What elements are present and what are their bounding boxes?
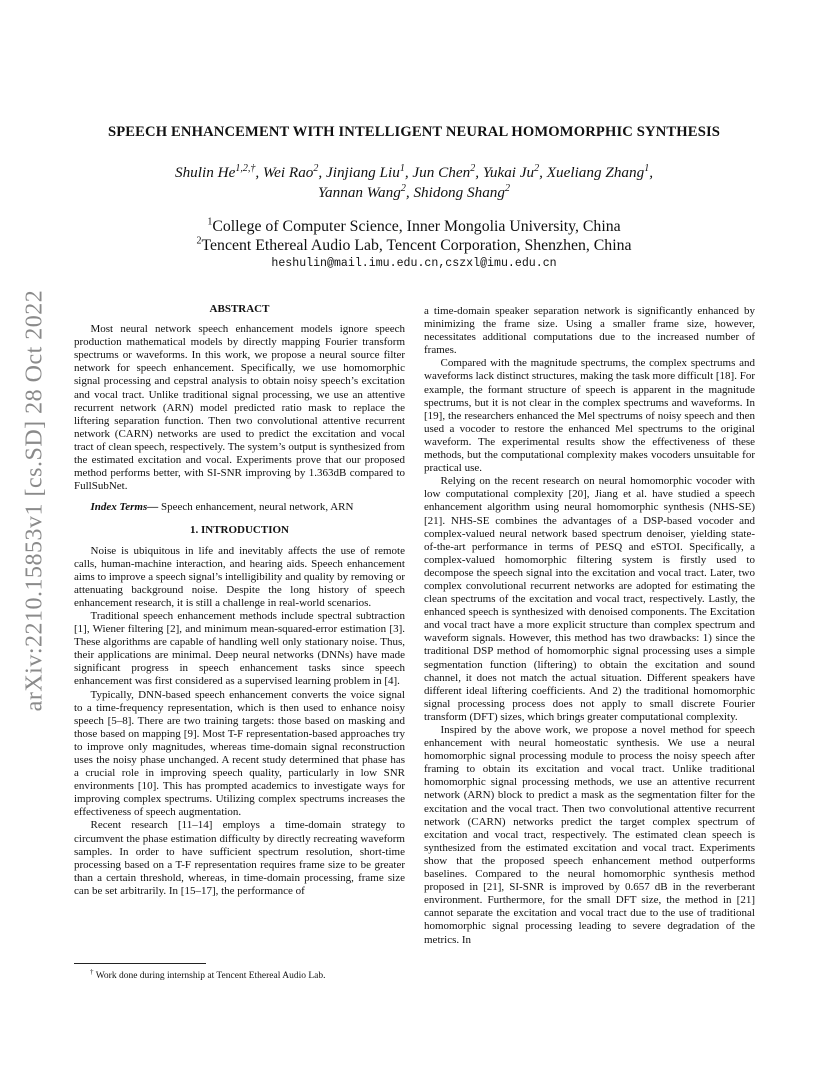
author-separator: ,: [318, 164, 326, 181]
author-name: Xueliang Zhang: [546, 164, 645, 181]
intro-paragraph-1: Noise is ubiquitous in life and inevitably affects the use of remote calls, human-machine interaction, and hearing aids. Speech enhancement aims to improve a speech signal’s intelligibility and quality by removing or attenuating background noise. Despite the long history of speech enhancement research, it is still a challenge in real-world scenarios.: [74, 544, 405, 609]
left-column: [74, 303, 405, 898]
index-terms-label: Index Terms—: [90, 501, 159, 514]
author-affiliation-mark: 1,2,†: [235, 162, 256, 174]
author-name: Yannan Wang: [317, 184, 401, 201]
author-name: Jun Chen: [412, 164, 471, 181]
author-separator: ,: [405, 184, 414, 201]
footnote-mark: †: [90, 968, 94, 976]
arxiv-identifier-text: arXiv:2210.15853v1 [cs.SD] 28 Oct 2022: [21, 289, 48, 711]
abstract-text: Most neural network speech enhancement models ignore speech production mathematical models by directly mapping Fourier transform spectrums or waveforms. In this work, we propose a neural source filter network for speech enhancement. Specifically, we use homomorphic signal processing and cepstral analysis to obtain noisy speech’s excitation and vocal tract. Unlike traditional signal processing, we use an attentive recurrent network (ARN) model predicted ratio mask to replace the liftering separation function. Then two convolutional attentive recurrent network (CARN) networks are used to predict the excitation and vocal tract of clean speech, respectively. The system’s output is synthesized from the estimated excitation and vocal. Experiments prove that our proposed method performs better, with SI-SNR improving by 1.363dB compared to FullSubNet.: [74, 323, 405, 493]
footnote-text: Work done during internship at Tencent Ethereal Audio Lab.: [95, 971, 326, 982]
intro-paragraph-3: Typically, DNN-based speech enhancement converts the voice signal to a time-frequency representation, which is then used to enhance noisy speech [5–8]. There are two training targets: those based on masking and those based on mapping [9]. Most T-F representation-based approaches try to improve only magnitudes, whereas time-domain signal reconstruction uses the noisy phase unchanged. A recent study determined that phase has a crucial role in improving speech quality, particularly in low SNR environments [10]. This has prompted academics to investigate ways for improving complex spectrums. Utilizing complex spectrums increases the effectiveness of speech augmentation.: [74, 688, 405, 819]
author-separator: ,: [539, 164, 547, 181]
paper-title: SPEECH ENHANCEMENT WITH INTELLIGENT NEURAL HOMOMORPHIC SYNTHESIS: [107, 124, 721, 140]
footnote-rule: [74, 963, 206, 964]
intro-paragraph-8: Inspired by the above work, we propose a novel method for speech enhancement with neural homeostatic synthesis. We use a neural homomorphic signal processing module to process the noisy speech after framing to obtain its excitation and vocal tract. Unlike traditional homomorphic signal processing methods, we use an attentive recurrent network (ARN) block to predict a mask as the segmentation filter for the excitation and the vocal tract. Then two convolutional attentive recurrent network (CARN) networks predict the target complex spectrum of excitation and vocal tract, respectively. The estimated clean speech is synthesized from the estimated excitation and vocal tract. Experiments show that the proposed speech enhancement method outperforms baselines. Compared to the neural homomorphic synthesis method proposed in [21], SI-SNR is improved by 0.657 dB in the reverberant environment. Furthermore, for the small DFT size, the method in [21] cannot separate the excitation and vocal tract due to the use of traditional homomorphic signal processing leading to severe degradation of the metrics. In: [424, 724, 755, 946]
index-terms-text: Speech enhancement, neural network, ARN: [161, 501, 354, 514]
author-affiliation-mark: 1: [399, 162, 405, 174]
intro-paragraph-4: Recent research [11–14] employs a time-domain strategy to circumvent the phase estimation difficulty by directly recreating waveform samples. In order to have sufficient spectrum resolution, short-time processing based on a T-F representation requires frame size to be greater than a certain threshold, whereas, in time-domain processing, frame size can be set arbitrarily. In [15–17], the performance of: [74, 819, 405, 897]
arxiv-identifier-stamp: [20, 290, 50, 710]
author-name: Yukai Ju: [482, 164, 535, 181]
author-affiliation-mark: 2: [313, 162, 319, 174]
abstract-heading: ABSTRACT: [209, 303, 270, 315]
author-affiliation-mark: 2: [505, 182, 510, 194]
author-emails: heshulin@mail.imu.edu.cn,cszxl@imu.edu.cn: [271, 257, 557, 270]
author-list: [100, 163, 728, 203]
author-affiliation-mark: 2: [534, 162, 540, 174]
introduction-heading: 1. INTRODUCTION: [189, 524, 289, 537]
intro-paragraph-7: Relying on the recent research on neural homomorphic vocoder with low computational complexity [20], Jiang et al. have studied a speech enhancement algorithm using neural homomorphic synthesis (NHS-SE) [21]. NHS-SE combines the advantages of a DSP-based vocoder and complex-valued neural network based spectrum denoiser, yielding state-of-the-art performance in terms of PESQ and eSTOI. Specifically, a complex-valued homomorphic filtering system is firstly used to decompose the speech signal into the excitation and vocal tract. Later, two complex convolutional recurrent networks are adopted for estimating the clean spectrums of the excitation and vocal tract, respectively. Lastly, the enhanced speech is synthesized with denoised components. The Excitation and vocal tract have a more explicit structure than complex spectrum and waveform signals. However, this method has two drawbacks: 1) since the traditional DSP method of homomorphic signal processing uses a simple segmentation function (liftering) to obtain the excitation and sound channel, it does not match the actual situation. Different speakers have different ideal liftering coefficients. And 2) the traditional homomorphic signal processing process does not apply to small discrete Fourier transform (DFT) sizes, which brings greater computational complexity.: [424, 475, 755, 723]
affiliations: [0, 217, 828, 255]
intro-paragraph-2: Traditional speech enhancement methods include spectral subtraction [1], Wiener filtering [2], and minimum mean-squared-error estimation [3]. These algorithms are capable of handling well only stationary noise. Thus, their applications are minimal. Deep neural networks (DNNs) have made significant progress in speech enhancement tasks since speech enhancement was first considered as a supervised learning problem in [4].: [74, 609, 405, 688]
author-separator: ,: [649, 164, 653, 181]
author-affiliation-mark: 2: [470, 162, 476, 174]
author-affiliation-mark: 1: [644, 162, 650, 174]
author-name: Wei Rao: [262, 164, 314, 181]
author-affiliation-mark: 2: [400, 182, 406, 194]
author-separator: ,: [255, 164, 263, 181]
affiliation-1: $^1$College of Computer Science, Inner Mongolia University, China: [207, 216, 621, 235]
author-name: Shulin He: [174, 164, 236, 181]
index-terms: [74, 501, 405, 514]
right-column: [424, 305, 755, 947]
author-separator: ,: [404, 164, 413, 181]
author-separator: ,: [475, 164, 483, 181]
author-name: Shidong Shang: [413, 184, 505, 201]
affiliation-2: $^2$Tencent Ethereal Audio Lab, Tencent Corporation, Shenzhen, China: [196, 235, 632, 254]
author-name: Jinjiang Liu: [325, 164, 400, 181]
intro-paragraph-5: a time-domain speaker separation network is significantly enhanced by minimizing the frame size. Using a smaller frame size, however, necessitates additional computations due to the increased number of frames.: [424, 305, 755, 357]
footnote: [90, 966, 410, 982]
intro-paragraph-6: Compared with the magnitude spectrums, the complex spectrums and waveforms lack distinct structures, making the task more difficult [18]. For example, the formant structure of speech is apparent in the magnitude spectrums, but it is not clear in the complex spectrums and waveforms. In [19], the researchers enhanced the Mel spectrums of noisy speech and then used a vocoder to restore the enhanced Mel spectrums to the original waveform. The experimental results show the effectiveness of these methods, but the computational complexity makes vocoders unsuitable for practical use.: [424, 357, 755, 475]
